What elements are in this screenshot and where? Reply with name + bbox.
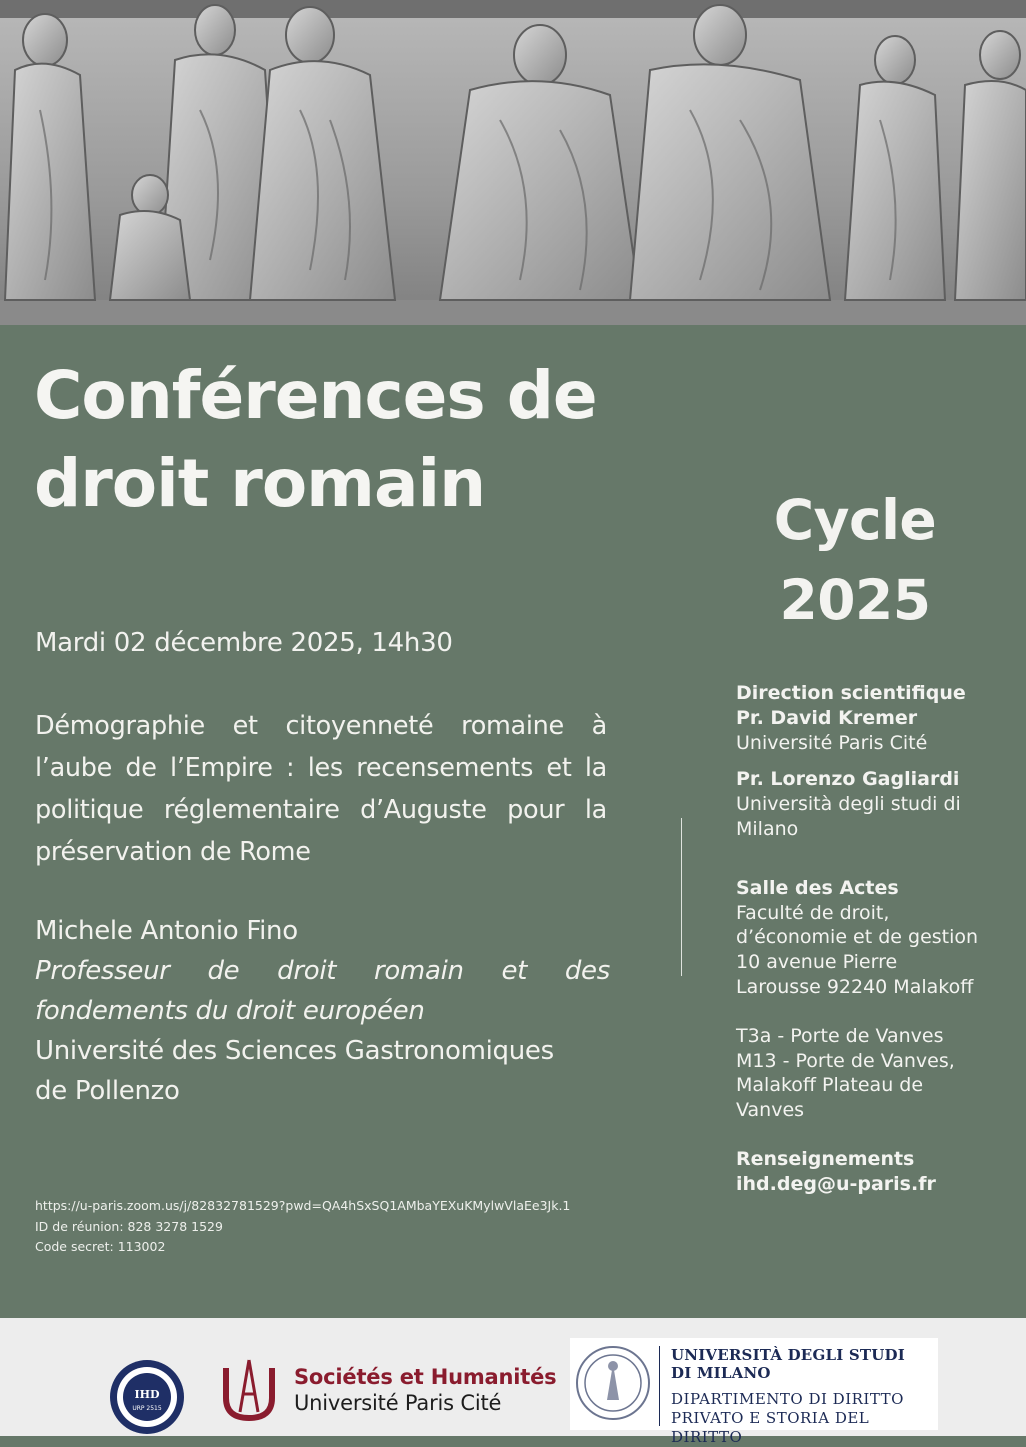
title-line-1: Conférences de xyxy=(34,357,597,434)
info-label: Renseignements xyxy=(736,1147,915,1170)
info-sidebar xyxy=(736,681,1006,1197)
cycle-year: 2025 xyxy=(779,568,931,632)
venue-label: Salle des Actes xyxy=(736,876,899,899)
zoom-meeting-id: ID de réunion: 828 3278 1529 xyxy=(35,1218,223,1234)
event-date: Mardi 02 décembre 2025, 14h30 xyxy=(35,628,453,658)
milano-line-2: DI MILANO xyxy=(671,1364,771,1382)
direction-label: Direction scientifique xyxy=(736,682,966,704)
roman-relief-illustration xyxy=(0,0,1026,325)
transport-line-4: Vanves xyxy=(736,1099,805,1122)
director-2-name: Pr. Lorenzo Gagliardi xyxy=(736,768,960,791)
column-divider xyxy=(681,818,682,976)
zoom-link[interactable]: https://u-paris.zoom.us/j/82832781529?pwd=QA4hSxSQ1AMbaYEXuKMylwVlaEe3Jk.1 xyxy=(35,1198,571,1213)
milano-divider xyxy=(659,1346,660,1426)
speaker-role: Professeur de droit romain et des fondements du droit européen xyxy=(35,956,610,1026)
relief-image xyxy=(0,0,1026,325)
venue-line-1: Faculté de droit, xyxy=(736,901,890,924)
footer-logos xyxy=(0,1318,1026,1446)
milano-text xyxy=(671,1346,938,1447)
venue-line-2: d’économie et de gestion xyxy=(736,926,979,949)
milano-seal-icon xyxy=(574,1344,652,1422)
transport-line-3: Malakoff Plateau de xyxy=(736,1074,924,1097)
page-title xyxy=(34,352,597,528)
universite-paris-cite-logo-icon xyxy=(220,1354,278,1426)
ihd-seal-text: IHD xyxy=(134,1388,160,1401)
societes-humanites-block xyxy=(294,1364,556,1416)
transport-line-1: T3a - Porte de Vanves xyxy=(736,1024,944,1047)
milano-line-1: UNIVERSITÀ DEGLI STUDI xyxy=(671,1346,905,1364)
transport-line-2: M13 - Porte de Vanves, xyxy=(736,1049,955,1072)
director-1-affiliation: Université Paris Cité xyxy=(736,731,928,754)
cycle-label: Cycle xyxy=(773,488,937,552)
venue-line-3: 10 avenue Pierre xyxy=(736,951,898,974)
milano-line-4: PRIVATO E STORIA DEL DIRITTO xyxy=(671,1409,870,1446)
cycle-heading xyxy=(740,480,970,640)
milano-logo-block xyxy=(570,1338,938,1446)
speaker-name: Michele Antonio Fino xyxy=(35,916,298,946)
milano-line-3: DIPARTIMENTO DI DIRITTO xyxy=(671,1390,904,1408)
speaker-block xyxy=(35,911,610,1111)
speaker-affiliation-line-2: de Pollenzo xyxy=(35,1076,180,1106)
zoom-info xyxy=(35,1196,570,1258)
director-2-affiliation-line-2: Milano xyxy=(736,817,799,840)
director-2-affiliation-line-1: Università degli studi di xyxy=(736,793,961,816)
info-email[interactable]: ihd.deg@u-paris.fr xyxy=(736,1172,936,1195)
zoom-passcode: Code secret: 113002 xyxy=(35,1239,166,1254)
societes-humanites-label: Sociétés et Humanités xyxy=(294,1365,557,1389)
universite-paris-cite-label: Université Paris Cité xyxy=(294,1391,502,1415)
venue-line-4: Larousse 92240 Malakoff xyxy=(736,975,974,998)
speaker-affiliation-line-1: Université des Sciences Gastronomiques xyxy=(35,1036,554,1066)
title-line-2: droit romain xyxy=(34,445,486,522)
event-topic: Démographie et citoyenneté romaine à l’aube de l’Empire : les recensements et la politique réglementaire d’Auguste pour la préservation de Rome xyxy=(35,711,607,867)
director-1-name: Pr. David Kremer xyxy=(736,706,918,729)
ihd-seal-icon xyxy=(108,1358,186,1436)
ihd-seal-sub: URP 2515 xyxy=(132,1405,162,1412)
